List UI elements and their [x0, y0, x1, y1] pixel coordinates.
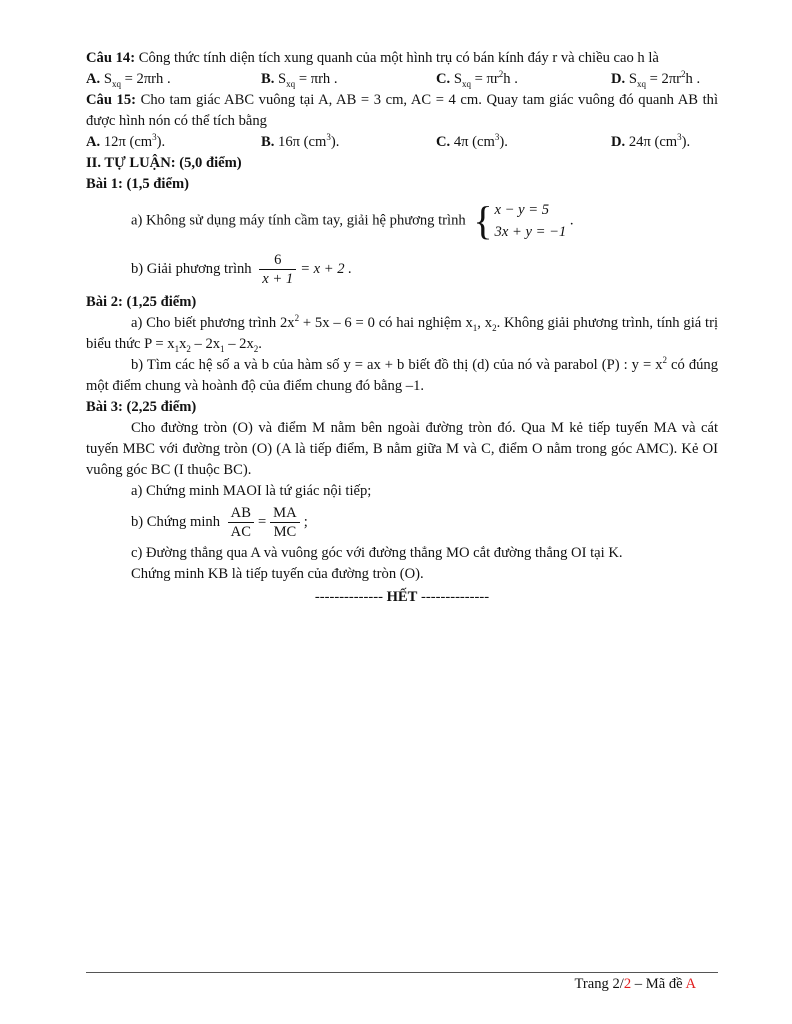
question-15-label: Câu 15:: [86, 92, 136, 108]
question-15: [86, 90, 718, 132]
fraction-ab-ac: $\frac{AB}{AC}$: [228, 504, 254, 541]
option-d: D. 24π $(cm^3)$.: [611, 132, 691, 150]
bai-1b: b) Giải phương trình $\frac{6}{x + 1}$ = x + 2 .: [131, 252, 352, 287]
bai-3a: a) Chứng minh MAOI là tứ giác nội tiếp;: [131, 483, 372, 499]
question-14: [86, 48, 718, 69]
option-b: B. 16π $(cm^3)$.: [261, 132, 340, 150]
question-14-text: Công thức tính diện tích xung quanh của một hình trụ có bán kính đáy r và chiều cao h là: [135, 50, 659, 66]
exam-page: [86, 48, 718, 608]
option-a: A. 12π $(cm^3)$.: [86, 132, 166, 150]
option-d: D. $S_{xq} = 2\pi r^2h$ .: [611, 69, 701, 89]
bai-3-title: Bài 3: (2,25 điểm): [86, 399, 197, 415]
question-15-text: Cho tam giác ABC vuông tại A, AB = 3 cm, AC = 4 cm. Quay tam giác vuông đó quanh AB thì được hình nón có thể tích bằng: [86, 92, 718, 129]
bai-1a: a) Không sử dụng máy tính cầm tay, giải hệ phương trình { x − y = 5 3x + y = −1 .: [131, 198, 574, 243]
brace-glyph: {: [473, 198, 493, 243]
question-14-label: Câu 14:: [86, 50, 136, 66]
bai-3-intro: Cho đường tròn (O) và điểm M nằm bên ngoài đường tròn đó. Qua M kẻ tiếp tuyến MA và cát tuyến MBC với đường tròn (O) (A là tiếp điểm, B nằm giữa M và C, điểm O nằm trong góc AMC). Kẻ OI vuông góc BC (I thuộc BC).: [86, 420, 718, 478]
equation-system: { x − y = 5 3x + y = −1: [473, 198, 567, 243]
page-footer: Trang 2/2 – Mã đề A: [574, 976, 696, 992]
fraction-ma-mc: $\frac{MA}{MC}$: [270, 504, 300, 541]
option-c: C. $S_{xq} = \pi r^2h$ .: [436, 69, 518, 89]
part-2-title: II. TỰ LUẬN: (5,0 điểm): [86, 155, 242, 171]
fraction: $\frac{6}{x + 1}$: [259, 251, 296, 288]
bai-3c-line1: c) Đường thẳng qua A và vuông góc với đường thẳng MO cắt đường thẳng OI tại K.: [131, 545, 623, 561]
end-marker: -------------- HẾT --------------: [314, 589, 490, 605]
footer-divider: [86, 972, 718, 973]
bai-2-title: Bài 2: (1,25 điểm): [86, 294, 197, 310]
bai-2b: b) Tìm các hệ số a và b của hàm số y = ax + b biết đồ thị (d) của nó và parabol (P) : $y = x^2$ có đúng một điểm chung và hoành độ của điểm chung đó bằng –1.: [86, 355, 719, 394]
option-b: B. $S_{xq} = \pi rh$ .: [261, 71, 338, 89]
question-14-options: [86, 69, 718, 90]
bai-3c-line2: Chứng minh KB là tiếp tuyến của đường tròn (O).: [131, 566, 424, 582]
question-15-options: [86, 132, 718, 153]
bai-3b: b) Chứng minh $\frac{AB}{AC}$ = $\frac{MA}{MC}$ ;: [131, 505, 308, 540]
bai-2a: a) Cho biết phương trình $2x^2 + 5x - 6 = 0$ có hai nghiệm $x_1$, $x_2$. Không giải phương trình, tính giá trị biểu thức $P = x_1x_2 - 2x_1 - 2x_2$.: [86, 313, 719, 354]
option-c: C. 4π $(cm^3)$.: [436, 132, 508, 150]
option-a: A. $S_{xq} = 2\pi rh$ .: [86, 71, 171, 89]
bai-1-title: Bài 1: (1,5 điểm): [86, 176, 189, 192]
